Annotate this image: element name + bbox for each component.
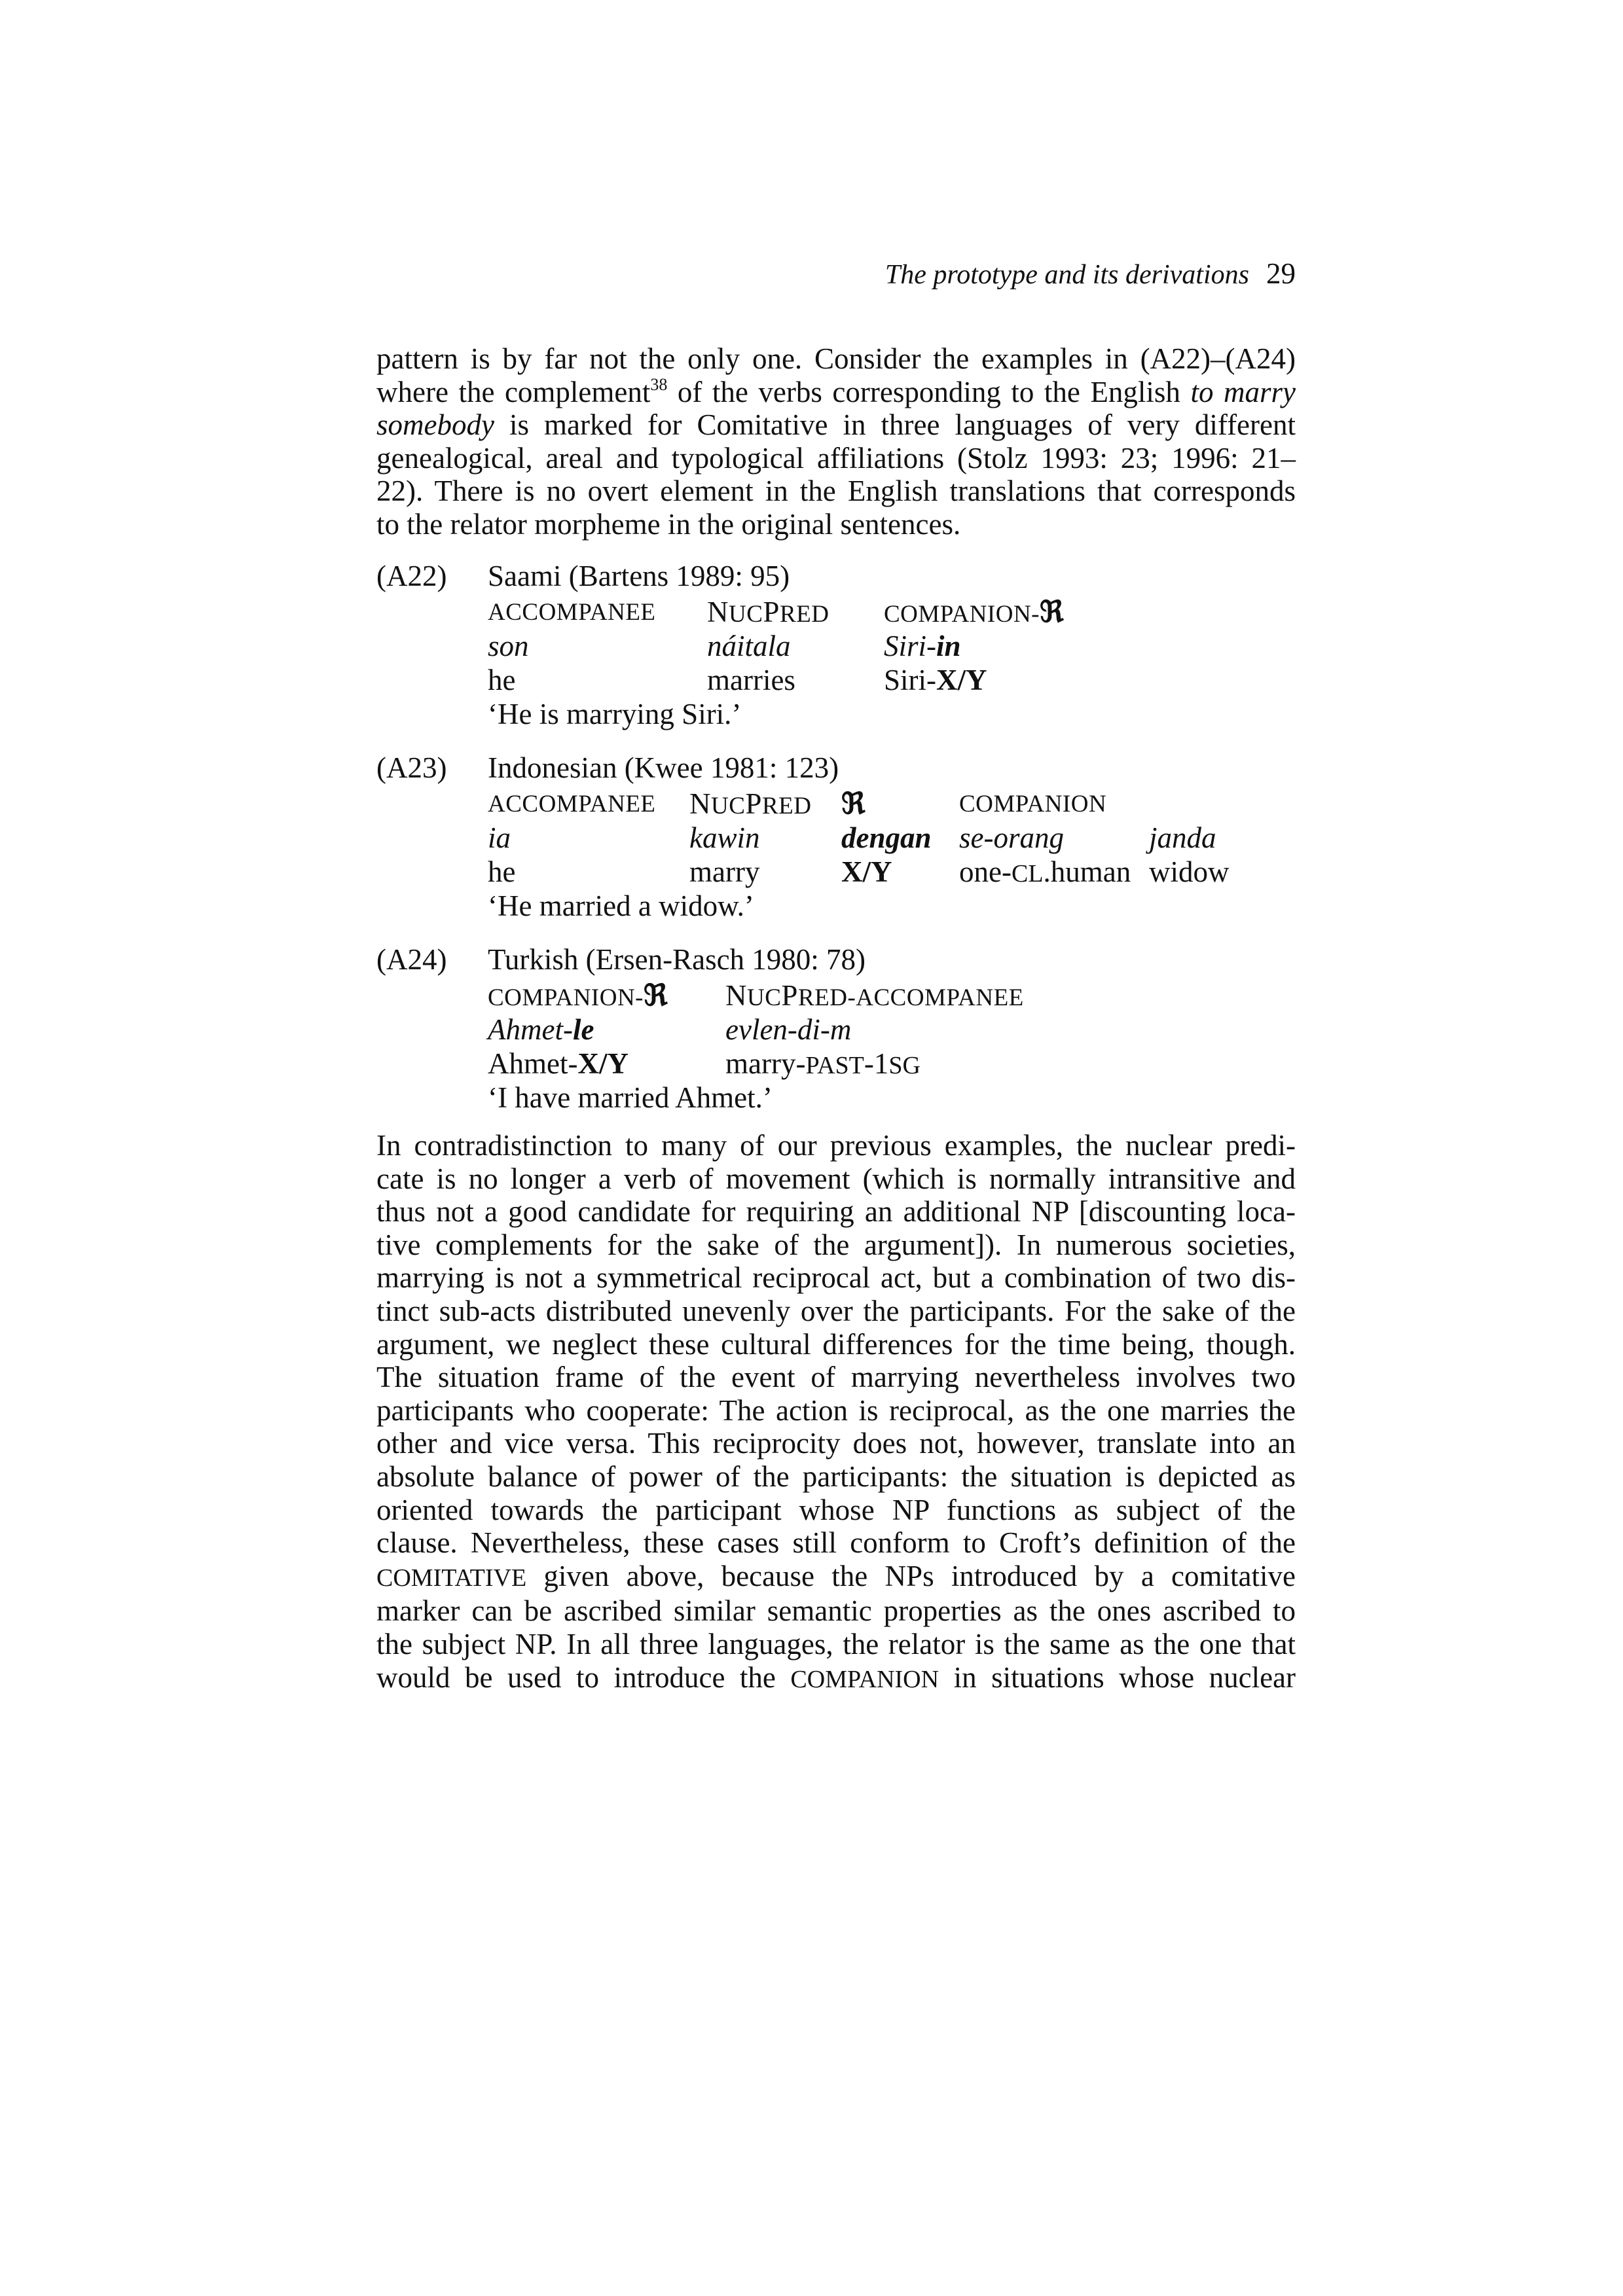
gloss-word: he — [488, 855, 516, 888]
text-span: would be used to introduce the — [376, 1660, 791, 1694]
gloss-span: .human — [1043, 855, 1131, 888]
text-line: to the relator morpheme in the original sentences. — [376, 507, 961, 541]
example-source: Turkish (Ersen-Rasch 1980: 78) — [488, 943, 866, 976]
gloss-word — [488, 1047, 629, 1081]
small-caps-term: COMPANION — [790, 1665, 939, 1693]
running-header — [376, 254, 1296, 295]
footnote-ref[interactable]: 38 — [650, 374, 668, 394]
paragraph-intro — [376, 342, 1296, 541]
gloss-role — [884, 596, 1064, 631]
source-word — [884, 630, 961, 663]
gloss-small: RED — [779, 601, 830, 628]
text-line: thus not a good candidate for requiring an additional NP [discounting loca- — [376, 1195, 1296, 1229]
text-span-italic: to marry — [1190, 375, 1296, 408]
gloss-word: widow — [1149, 855, 1230, 888]
text-line: In contradistinction to many of our previous examples, the nuclear predi- — [376, 1129, 1296, 1162]
example-number: (A24) — [376, 943, 447, 976]
source-word: se-orang — [959, 821, 1064, 854]
example-translation: ‘He is marrying Siri.’ — [488, 698, 742, 730]
gloss-word — [884, 664, 987, 697]
gloss-small: RED-ACCOMPANEE — [797, 984, 1024, 1011]
relator-word: dengan — [841, 821, 932, 854]
gloss-word: he — [488, 664, 516, 696]
text-line: participants who cooperate: The action is reciprocal, as the one marries the — [376, 1393, 1296, 1427]
text-line: marrying is not a symmetrical reciprocal act, but a combination of two dis- — [376, 1261, 1296, 1295]
morpheme: Ahmet- — [488, 1013, 573, 1046]
gloss-cap: P — [745, 787, 762, 820]
example-translation: ‘I have married Ahmet.’ — [488, 1081, 773, 1114]
gloss-word — [959, 855, 1131, 891]
gloss-small: RED — [761, 793, 812, 819]
gloss-word: marry — [689, 855, 760, 888]
relator-symbol: ℜ — [841, 787, 866, 820]
text-span: of the verbs corresponding to the English — [667, 375, 1191, 408]
source-word: ia — [488, 821, 511, 854]
example-number: (A23) — [376, 751, 447, 784]
gloss-small: PAST — [805, 1052, 864, 1079]
gloss-relator: X/Y — [841, 855, 892, 888]
gloss-role: ACCOMPANEE — [488, 599, 656, 626]
source-word — [488, 1013, 594, 1047]
gloss-relator: X/Y — [577, 1047, 629, 1080]
source-word: kawin — [689, 821, 760, 854]
paragraph-discussion — [376, 1129, 1296, 1696]
gloss-span: one- — [959, 855, 1012, 888]
gloss-small: UC — [711, 793, 746, 819]
gloss-small: COMPANION- — [488, 984, 644, 1011]
relator-symbol: ℜ — [644, 979, 668, 1012]
text-line: other and vice versa. This reciprocity does not, however, translate into an — [376, 1427, 1296, 1460]
gloss-cap: N — [689, 787, 711, 820]
gloss-cap: N — [707, 596, 729, 628]
text-line: oriented towards the participant whose NP functions as subject of the — [376, 1493, 1296, 1526]
source-word: náitala — [707, 630, 791, 662]
text-line — [376, 1560, 1296, 1595]
text-line: marker can be ascribed similar semantic properties as the ones ascribed to — [376, 1594, 1296, 1628]
gloss-word — [725, 1047, 921, 1083]
relator-morpheme: in — [936, 630, 961, 662]
example-source: Indonesian (Kwee 1981: 123) — [488, 751, 839, 784]
morpheme: Siri- — [884, 630, 937, 662]
source-word: evlen-di-m — [725, 1013, 852, 1046]
example-a23 — [376, 751, 1296, 928]
gloss-small: CL — [1011, 860, 1044, 888]
gloss-cap: P — [781, 979, 798, 1012]
text-line: 22). There is no overt element in the English translations that corresponds — [376, 475, 1296, 508]
gloss-role — [707, 596, 829, 631]
gloss-role — [725, 979, 1024, 1014]
text-line: tive complements for the sake of the argument]). In numerous societies, — [376, 1228, 1296, 1261]
gloss-role: ACCOMPANEE — [488, 791, 656, 817]
gloss-small: COMPANION- — [884, 601, 1040, 628]
gloss-small: SG — [888, 1052, 921, 1079]
source-word: janda — [1149, 821, 1216, 854]
text-span: is marked for Comitative in three languages of very different — [494, 408, 1296, 442]
gloss-span: -1 — [864, 1047, 889, 1080]
text-line: the subject NP. In all three languages, the relator is the same as the one that — [376, 1627, 1296, 1660]
page-number: 29 — [1266, 257, 1296, 290]
gloss-role — [841, 787, 866, 823]
example-source: Saami (Bartens 1989: 95) — [488, 560, 790, 592]
gloss-cap: N — [725, 979, 747, 1012]
gloss-role — [689, 787, 811, 823]
relator-symbol: ℜ — [1040, 596, 1065, 628]
example-a24 — [376, 943, 1296, 1120]
text-line: tinct sub-acts distributed unevenly over the participants. For the sake of the — [376, 1294, 1296, 1327]
text-line — [376, 408, 1296, 442]
text-line: argument, we neglect these cultural differences for the time being, though. — [376, 1327, 1296, 1361]
text-line: clause. Nevertheless, these cases still conform to Croft’s definition of the — [376, 1526, 1296, 1560]
small-caps-term: COMITATIVE — [376, 1564, 527, 1592]
gloss-span: marry- — [725, 1047, 806, 1080]
gloss-span: Ahmet- — [488, 1047, 578, 1080]
gloss-small: UC — [729, 601, 763, 628]
example-translation: ‘He married a widow.’ — [488, 889, 754, 922]
gloss-span: Siri- — [884, 664, 937, 696]
text-line: pattern is by far not the only one. Consider the examples in (A22)–(A24) — [376, 342, 1296, 375]
gloss-small: UC — [747, 984, 782, 1011]
relator-morpheme: le — [572, 1013, 594, 1046]
source-word: son — [488, 630, 529, 662]
running-title: The prototype and its derivations — [884, 260, 1249, 290]
gloss-role — [488, 979, 668, 1014]
example-number: (A22) — [376, 560, 447, 592]
text-line — [376, 376, 1296, 409]
text-span-italic: somebody — [376, 408, 494, 442]
gloss-relator: X/Y — [936, 664, 987, 696]
gloss-role: COMPANION — [959, 791, 1107, 817]
text-line: cate is no longer a verb of movement (which is normally intransitive and — [376, 1162, 1296, 1195]
text-span: in situations whose nuclear — [939, 1660, 1296, 1694]
gloss-word: marries — [707, 664, 795, 696]
text-line — [376, 1661, 1296, 1696]
text-span: given above, because the NPs introduced by a comitative — [526, 1559, 1296, 1592]
example-a22 — [376, 560, 1296, 736]
text-line: absolute balance of power of the participants: the situation is depicted as — [376, 1460, 1296, 1493]
text-line: genealogical, areal and typological affiliations (Stolz 1993: 23; 1996: 21– — [376, 441, 1296, 475]
text-line: The situation frame of the event of marrying nevertheless involves two — [376, 1361, 1296, 1394]
text-span: where the complement — [376, 375, 651, 408]
gloss-cap: P — [763, 596, 780, 628]
